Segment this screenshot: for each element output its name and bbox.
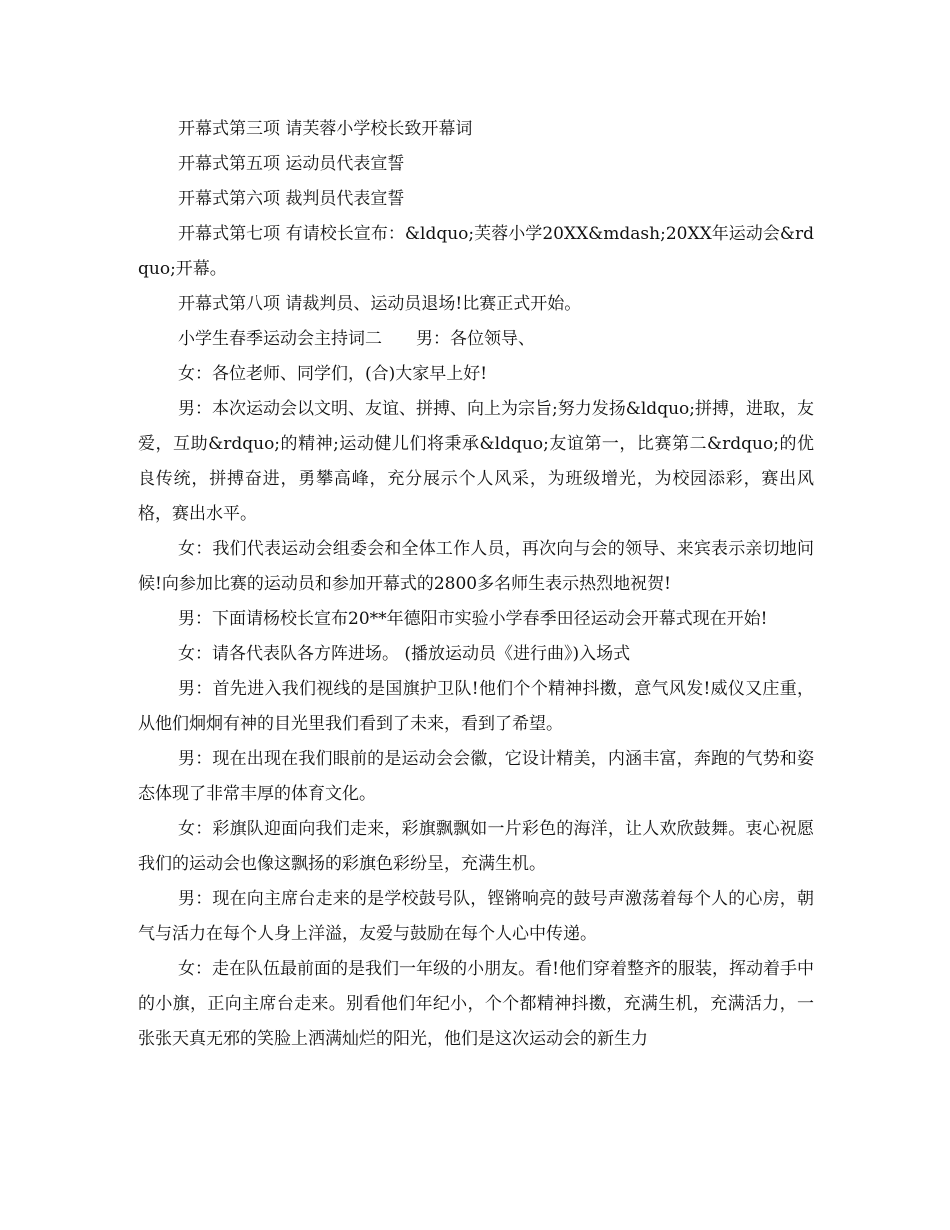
paragraph-opening-item-6: 开幕式第六项 裁判员代表宣誓 [178,189,405,209]
paragraph-greeting: 女：各位老师、同学们，(合)大家早上好! [178,364,488,384]
paragraph-opening-item-7: 开幕式第七项 有请校长宣布：&ldquo;芙蓉小学20XX&mdash;20XX年运动会&rdquo;开幕。 [138,224,814,279]
paragraph-announcement: 男：下面请杨校长宣布20**年德阳市实验小学春季田径运动会开幕式现在开始! [178,609,768,629]
paragraph-opening-item-3: 开幕式第三项 请芙蓉小学校长致开幕词 [178,119,473,139]
paragraph-flag-team: 女：彩旗队迎面向我们走来，彩旗飘飘如一片彩色的海洋，让人欢欣鼓舞。衷心祝愿我们的运动会也像这飘扬的彩旗色彩纷呈，充满生机。 [138,819,814,874]
paragraph-script-two-heading: 小学生春季运动会主持词二 男：各位领导、 [178,329,535,349]
paragraph-first-grade: 女：走在队伍最前面的是我们一年级的小朋友。看!他们穿着整齐的服装，挥动着手中的小旗，正向主席台走来。别看他们年纪小，个个都精神抖擞，充满生机，充满活力，一张张天真无邪的笑脸上洒满灿烂的阳光，他们是这次运动会的新生力 [138,959,814,1049]
paragraph-purpose: 男：本次运动会以文明、友谊、拼搏、向上为宗旨;努力发扬&ldquo;拼搏，进取，友爱，互助&rdquo;的精神;运动健儿们将秉承&ldquo;友谊第一，比赛第二&rdquo;的优良传统，拼搏奋进，勇攀高峰，充分展示个人风采，为班级增光，为校园添彩，赛出风格，赛出水平。 [138,399,814,524]
paragraph-opening-item-5: 开幕式第五项 运动员代表宣誓 [178,154,405,174]
paragraph-opening-item-8: 开幕式第八项 请裁判员、运动员退场!比赛正式开始。 [178,294,582,314]
paragraph-emblem: 男：现在出现在我们眼前的是运动会会徽，它设计精美，内涵丰富，奔跑的气势和姿态体现了非常丰厚的体育文化。 [138,749,814,804]
paragraph-drum-band: 男：现在向主席台走来的是学校鼓号队，铿锵响亮的鼓号声激荡着每个人的心房，朝气与活力在每个人身上洋溢，友爱与鼓励在每个人心中传递。 [138,889,814,944]
paragraph-procession: 女：请各代表队各方阵进场。 (播放运动员《进行曲》)入场式 [178,644,631,664]
document-body [138,112,814,1057]
paragraph-flag-guard: 男：首先进入我们视线的是国旗护卫队!他们个个精神抖擞，意气风发!威仪又庄重，从他们炯炯有神的目光里我们看到了未来，看到了希望。 [138,679,814,734]
paragraph-welcome: 女：我们代表运动会组委会和全体工作人员，再次向与会的领导、来宾表示亲切地问候!向参加比赛的运动员和参加开幕式的2800多名师生表示热烈地祝贺! [138,539,814,594]
